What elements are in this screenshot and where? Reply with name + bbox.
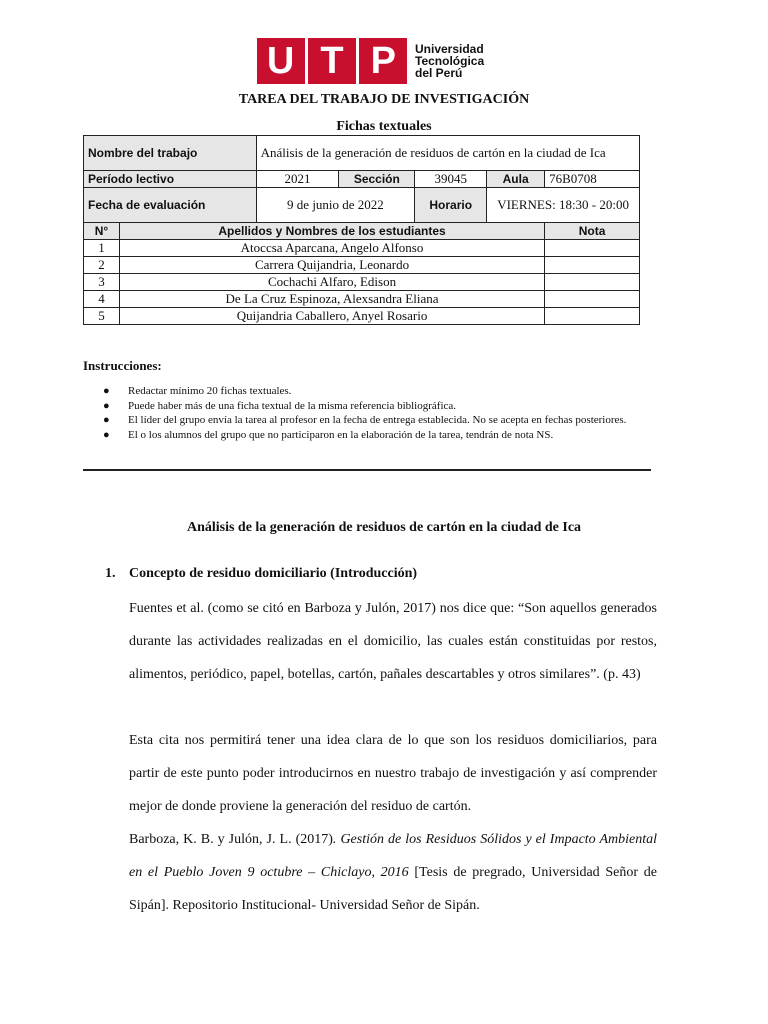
document-title: TAREA DEL TRABAJO DE INVESTIGACIÓN: [238, 92, 530, 107]
logo-text-line: Tecnológica: [415, 54, 485, 68]
instruction-text: El o los alumnos del grupo que no participaron en la elaboración de la tarea, tendrán de nota NS.: [128, 428, 554, 441]
comment-paragraph: Esta cita nos permitirá tener una idea clara de lo que son los residuos domiciliarios, para partir de este punto poder introducirnos en nuestro trabajo de investigación y así comprender mejor de donde proviene la generación del residuo de cartón.: [129, 733, 657, 814]
logo-letter-p: P: [370, 40, 397, 82]
col-names-header: Apellidos y Nombres de los estudiantes: [119, 223, 544, 240]
reference-title: . Gestión de los Residuos Sólidos y el Impacto Ambiental en el Pueblo Joven 9 octubre – Chiclayo, 2016: [129, 832, 657, 880]
nombre-value: Análisis de la generación de residuos de cartón en la ciudad de Ica: [256, 136, 639, 171]
student-row: [84, 240, 640, 257]
reference-details: [Tesis de pregrado, Universidad Señor de Sipán]. Repositorio Institucional- Universidad Señor de Sipán.: [129, 865, 657, 913]
logo-text-line: Universidad: [415, 42, 484, 56]
logo-letters-box: [257, 38, 407, 84]
document-subtitle: Fichas textuales: [336, 119, 432, 134]
section-heading: [105, 566, 417, 582]
logo-letter-t: T: [320, 40, 344, 82]
divider: [83, 469, 651, 471]
student-row: [84, 257, 640, 274]
quote-paragraph: Fuentes et al. (como se citó en Barboza y Julón, 2017) nos dice que: “Son aquellos generados durante las actividades realizadas en el domicilio, las cuales están constituidas por restos, alimentos, periódico, papel, botellas, cartón, pañales descartables y otros similares”. (p. 43): [129, 601, 657, 682]
fecha-value: 9 de junio de 2022: [256, 188, 415, 223]
periodo-value: 2021: [256, 171, 339, 188]
seccion-label: Sección: [339, 171, 415, 188]
reference-authors: Barboza, K. B. y Julón, J. L. (2017): [129, 832, 333, 847]
heading-number: 1.: [105, 566, 116, 581]
periodo-label: Período lectivo: [84, 171, 257, 188]
logo-letter-u: U: [266, 40, 295, 82]
fecha-label: Fecha de evaluación: [84, 188, 257, 223]
horario-label: Horario: [415, 188, 487, 223]
student-nota: [545, 308, 640, 325]
info-table: [83, 135, 640, 325]
col-nota-header: Nota: [545, 223, 640, 240]
bullet-icon: ●: [103, 399, 110, 412]
list-item: [83, 399, 663, 414]
section-title: Análisis de la generación de residuos de cartón en la ciudad de Ica: [186, 520, 582, 535]
instruction-text: Redactar mínimo 20 fichas textuales.: [128, 385, 292, 397]
student-num: 2: [84, 257, 120, 274]
horario-value: VIERNES: 18:30 - 20:00: [487, 188, 640, 223]
instruction-text: Puede haber más de una ficha textual de la misma referencia bibliográfica.: [128, 399, 457, 412]
student-name: De La Cruz Espinoza, Alexsandra Eliana: [119, 291, 544, 308]
student-num: 3: [84, 274, 120, 291]
col-num-header: N°: [84, 223, 120, 240]
student-row: [84, 274, 640, 291]
student-name: Quijandria Caballero, Anyel Rosario: [119, 308, 544, 325]
reference-paragraph: [129, 823, 657, 922]
instructions-heading: Instrucciones:: [83, 358, 162, 373]
student-name: Carrera Quijandria, Leonardo: [119, 257, 544, 274]
logo-separator: [305, 38, 308, 84]
bullet-icon: ●: [103, 428, 110, 441]
list-item: [83, 384, 663, 399]
heading-text: Concepto de residuo domiciliario (Introducción): [129, 566, 418, 581]
student-row: [84, 308, 640, 325]
student-num: 4: [84, 291, 120, 308]
bullet-icon: ●: [103, 414, 110, 426]
seccion-value: 39045: [415, 171, 487, 188]
logo-separator: [356, 38, 359, 84]
logo-university-name: [415, 43, 484, 79]
student-nota: [545, 240, 640, 257]
student-nota: [545, 291, 640, 308]
student-num: 5: [84, 308, 120, 325]
student-row: [84, 291, 640, 308]
student-num: 1: [84, 240, 120, 257]
utp-logo: [257, 38, 484, 84]
instruction-text: El líder del grupo envía la tarea al profesor en la fecha de entrega establecida. No se acepta en fechas posteriores.: [128, 414, 627, 426]
list-item: [83, 413, 663, 428]
list-item: [83, 428, 663, 443]
student-name: Atoccsa Aparcana, Angelo Alfonso: [119, 240, 544, 257]
nombre-label: Nombre del trabajo: [84, 136, 257, 171]
aula-label: Aula: [487, 171, 545, 188]
logo-text-line: del Perú: [415, 66, 463, 80]
bullet-icon: ●: [103, 385, 110, 397]
aula-value: 76B0708: [545, 171, 640, 188]
student-nota: [545, 274, 640, 291]
instructions-list: [83, 384, 663, 442]
student-nota: [545, 257, 640, 274]
student-name: Cochachi Alfaro, Edison: [119, 274, 544, 291]
